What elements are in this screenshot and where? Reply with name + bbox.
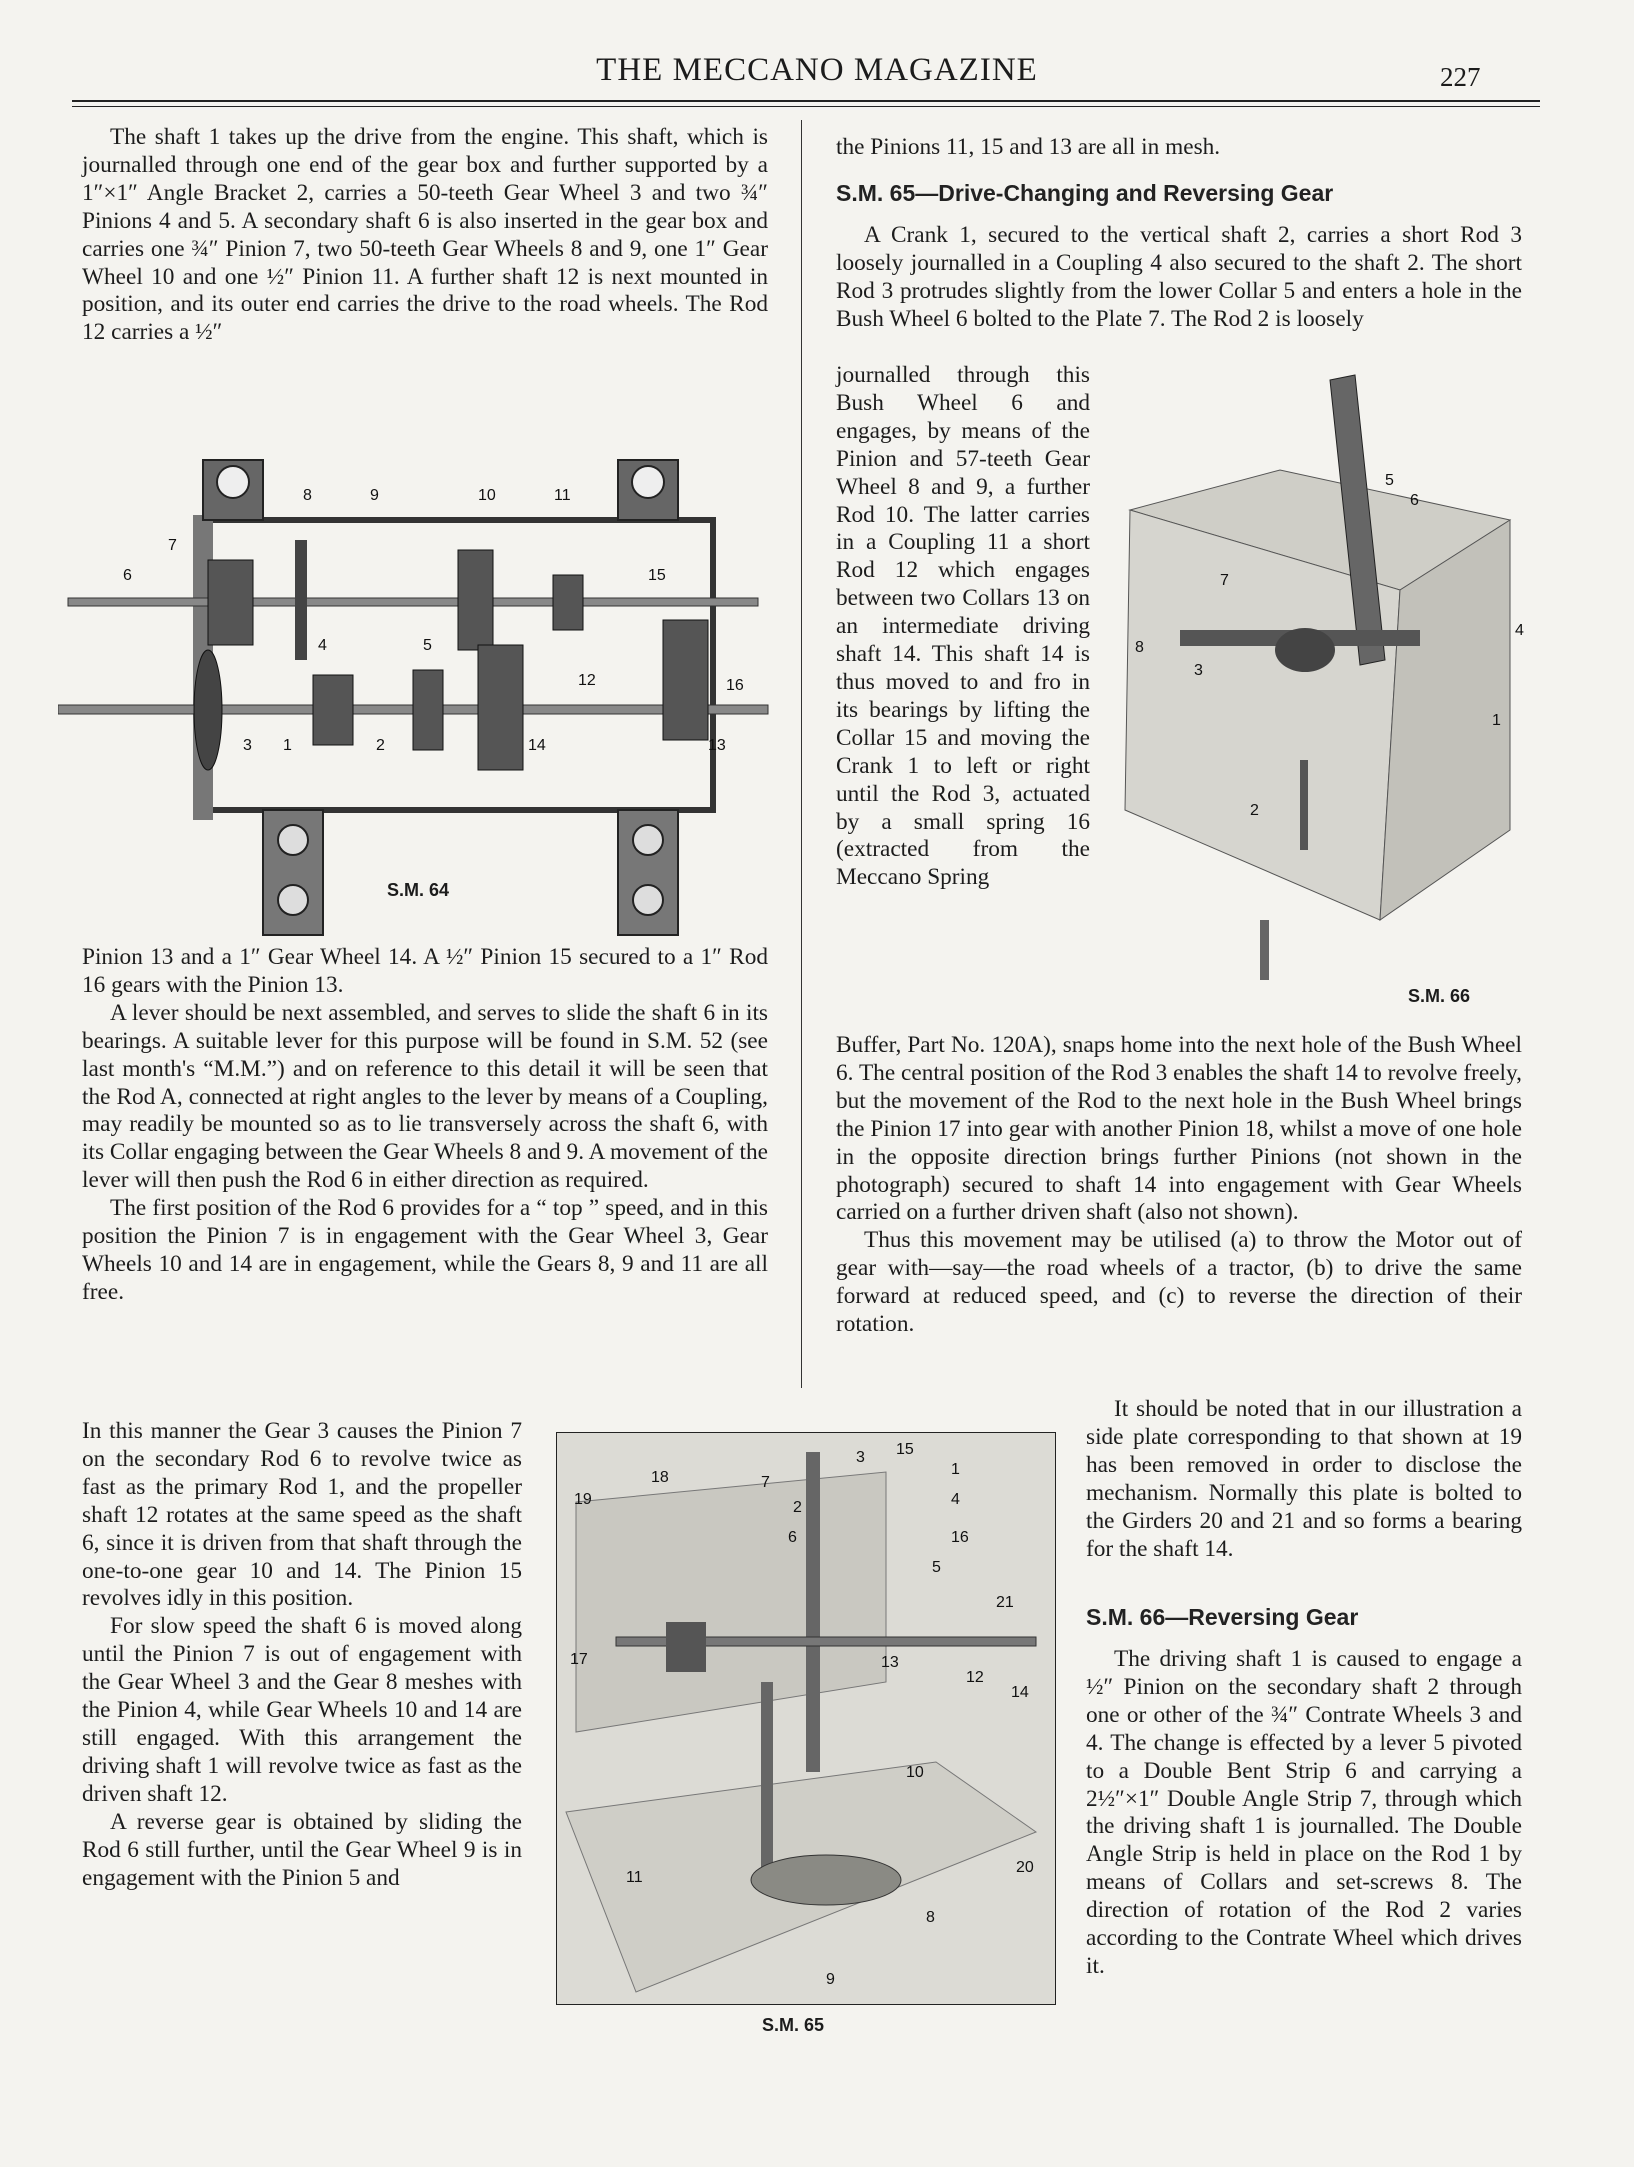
sm65-label-1: 1 xyxy=(951,1461,960,1478)
sm65-label-20: 20 xyxy=(1016,1859,1034,1876)
sm64-label-1: 1 xyxy=(283,737,292,754)
right-para-0 xyxy=(836,134,1522,162)
sm65-label-8: 8 xyxy=(926,1909,935,1926)
magazine-title: THE MECCANO MAGAZINE xyxy=(596,52,1038,88)
figure-sm66 xyxy=(1110,360,1540,980)
sm65-mechanism-illustration xyxy=(556,1432,1056,2005)
para-lever: A lever should be next assembled, and serves to slide the shaft 6 in its bearings. A suitable lever for this purpose will be found in S.M. 52 (see last month's “M.M.”) and on reference to this detail it will be seen that the Rod A, connected at right angles to the lever by means of a Coupling, may readily be mounted so as to lie transversely across the shaft 6, with its Collar engaging between the Gear Wheels 8 and 9. A movement of the lever will then push the Rod 6 in either direction as required. xyxy=(82,999,768,1194)
sm65-label-3: 3 xyxy=(856,1449,865,1466)
sm65-label-5: 5 xyxy=(932,1559,941,1576)
sm66-label-1: 1 xyxy=(1492,712,1501,729)
para-shaft-drive: The shaft 1 takes up the drive from the engine. This shaft, which is journalled through one end of the gear box and further supported by a 1″×1″ Angle Bracket 2, carries a 50-teeth Gear Wheel 3 and two ¾″ Pinions 4 and 5. A secondary shaft 6 is also inserted in the gear box and carries one ¾″ Pinion 7, two 50-teeth Gear Wheels 8 and 9, one 1″ Gear Wheel 10 and one ½″ Pinion 11. A further shaft 12 is next mounted in position, and its outer end carries the drive to the road wheels. The Rod 12 carries a ½″ xyxy=(82,124,768,346)
sm65-label-17: 17 xyxy=(570,1651,588,1668)
sm66-label-2: 2 xyxy=(1250,802,1259,819)
sm64-label-6: 6 xyxy=(123,567,132,584)
sm66-reversing-gear-illustration xyxy=(1110,360,1540,980)
left-para-1 xyxy=(82,124,768,347)
left-para-3 xyxy=(82,1418,522,1892)
sm65-label-18: 18 xyxy=(651,1469,669,1486)
sm65-label-16: 16 xyxy=(951,1529,969,1546)
sm66-label-7: 7 xyxy=(1220,572,1229,589)
sm65-label-15: 15 xyxy=(896,1441,914,1458)
right-para-4 xyxy=(1086,1646,1522,1981)
para-manner: In this manner the Gear 3 causes the Pinion 7 on the secondary Rod 6 to revolve twice as fast as the primary Rod 1, and the propeller shaft 12 rotates at the same speed as the shaft 6, since it is driven from that shaft through the one-to-one gear 10 and 14. The Pinion 15 revolves idly in this position. xyxy=(82,1418,522,1612)
sm65-label-4: 4 xyxy=(951,1491,960,1508)
sm65-label-12: 12 xyxy=(966,1669,984,1686)
right-para-1 xyxy=(836,222,1522,334)
right-para-3 xyxy=(1086,1396,1522,1563)
left-para-2 xyxy=(82,944,768,1307)
page-number: 227 xyxy=(1440,62,1481,92)
caption-sm64: S.M. 64 xyxy=(387,880,450,900)
sm66-label-3: 3 xyxy=(1194,662,1203,679)
para-top-speed: The first position of the Rod 6 provides for a “ top ” speed, and in this position the Pinion 7 is in engagement with the Gear Wheel 3, Gear Wheels 10 and 14 are in engagement, while the Gears 8, 9 and 11 are all free. xyxy=(82,1195,768,1305)
para-driving-shaft: The driving shaft 1 is caused to engage a ½″ Pinion on the secondary shaft 2 through one or other of the ¾″ Contrate Wheels 3 and 4. The change is effected by a lever 5 pivoted to a Double Bent Strip 6 and carrying a 2½″×1″ Double Angle Strip 7, through which the driving shaft 1 is journalled. The Double Angle Strip is held in place on the Rod 1 by means of Collars and set-screws 8. The direction of rotation of the Rod 2 varies according to the Contrate Wheel which drives it. xyxy=(1086,1646,1522,1979)
sm64-label-9: 9 xyxy=(370,487,379,504)
figure-sm65 xyxy=(556,1432,1056,2005)
para-crank: A Crank 1, secured to the vertical shaft 2, carries a short Rod 3 loosely journalled in a Coupling 4 also secured to the shaft 2. The short Rod 3 protrudes slightly from the lower Collar 5 and enters a hole in the Bush Wheel 6 bolted to the Plate 7. The Rod 2 is loosely xyxy=(836,222,1522,332)
sm64-label-15: 15 xyxy=(648,567,666,584)
sm65-label-10: 10 xyxy=(906,1764,924,1781)
sm64-label-7: 7 xyxy=(168,537,177,554)
para-reverse: A reverse gear is obtained by sliding the Rod 6 still further, until the Gear Wheel 9 is in engagement with the Pinion 5 and xyxy=(82,1808,522,1891)
sm64-gearbox-illustration xyxy=(58,420,778,940)
sm64-label-14: 14 xyxy=(528,737,546,754)
sm66-label-4: 4 xyxy=(1515,622,1524,639)
sm65-label-21: 21 xyxy=(996,1594,1014,1611)
column-divider xyxy=(801,120,802,1388)
caption-sm65: S.M. 65 xyxy=(762,2015,825,2035)
sm64-label-5: 5 xyxy=(423,637,432,654)
para-utilised: Thus this movement may be utilised (a) to throw the Motor out of gear with—say—the road wheels of a tractor, (b) to drive the same forward at reduced speed, and (c) to reverse the direction of their rotation. xyxy=(836,1227,1522,1338)
para-side-plate: It should be noted that in our illustration a side plate corresponding to that shown at 19 has been removed in order to disclose the mechanism. Normally this plate is bolted to the Girders 20 and 21 and so forms a bearing for the shaft 14. xyxy=(1086,1396,1522,1562)
para-journalled: journalled through this Bush Wheel 6 and engages, by means of the Pinion and 57-teeth Gear Wheel 8 and 9, a further Rod 10. The latter carries in a Coupling 11 a short Rod 12 which engages between two Collars 13 on an intermediate driving shaft 14. This shaft 14 is thus moved to and fro in its bearings by lifting the Collar 15 and moving the Crank 1 to left or right until the Rod 3, actuated by a small spring 16 (extracted from the Meccano Spring xyxy=(836,362,1090,891)
sm65-label-2: 2 xyxy=(793,1499,802,1516)
sm65-label-13: 13 xyxy=(881,1654,899,1671)
sm64-label-2: 2 xyxy=(376,737,385,754)
sm64-label-16: 16 xyxy=(726,677,744,694)
sm64-label-12: 12 xyxy=(578,672,596,689)
sm66-label-8: 8 xyxy=(1135,639,1144,656)
para-pinions-mesh: the Pinions 11, 15 and 13 are all in mesh. xyxy=(836,134,1221,160)
right-para-1b xyxy=(836,362,1090,892)
header-rule-thin xyxy=(72,106,1540,107)
sm64-label-11: 11 xyxy=(554,487,571,504)
sm65-label-19: 19 xyxy=(574,1491,592,1508)
header-rule xyxy=(72,100,1540,102)
para-buffer: Buffer, Part No. 120A), snaps home into the next hole of the Bush Wheel 6. The central position of the Rod 3 enables the shaft 14 to revolve freely, but the movement of the Rod to the next hole in the Bush Wheel brings the Pinion 17 into gear with another Pinion 18, whilst a move of one hole in the opposite direction brings further Pinions (not shown in the photograph) secured to shaft 14 into engagement with Gear Wheels carried on a further driven shaft (also not shown). xyxy=(836,1032,1522,1226)
sm65-label-11: 11 xyxy=(626,1869,643,1886)
para-pinion-13: Pinion 13 and a 1″ Gear Wheel 14. A ½″ Pinion 15 secured to a 1″ Rod 16 gears with the Pinion 13. xyxy=(82,944,768,998)
heading-sm65: S.M. 65—Drive-Changing and Reversing Gear xyxy=(836,180,1334,206)
sm64-label-8: 8 xyxy=(303,487,312,504)
sm64-label-13: 13 xyxy=(708,737,726,754)
sm64-label-10: 10 xyxy=(478,487,496,504)
right-para-1c xyxy=(836,1032,1522,1339)
sm65-label-6: 6 xyxy=(788,1529,797,1546)
sm65-label-9: 9 xyxy=(826,1971,835,1988)
sm65-label-7: 7 xyxy=(761,1474,770,1491)
figure-sm64 xyxy=(58,420,778,940)
para-slow-speed: For slow speed the shaft 6 is moved along until the Pinion 7 is out of engagement with the Gear Wheel 3 and the Gear 8 meshes with the Pinion 4, while Gear Wheels 10 and 14 are still engaged. With this arrangement the driving shaft 1 will revolve twice as fast as the driven shaft 12. xyxy=(82,1613,522,1807)
caption-sm66: S.M. 66 xyxy=(1408,986,1471,1006)
heading-sm66: S.M. 66—Reversing Gear xyxy=(1086,1604,1359,1630)
sm66-label-6: 6 xyxy=(1410,492,1419,509)
sm65-label-14: 14 xyxy=(1011,1684,1029,1701)
sm66-label-5: 5 xyxy=(1385,472,1394,489)
sm64-label-4: 4 xyxy=(318,637,327,654)
sm64-label-3: 3 xyxy=(243,737,252,754)
